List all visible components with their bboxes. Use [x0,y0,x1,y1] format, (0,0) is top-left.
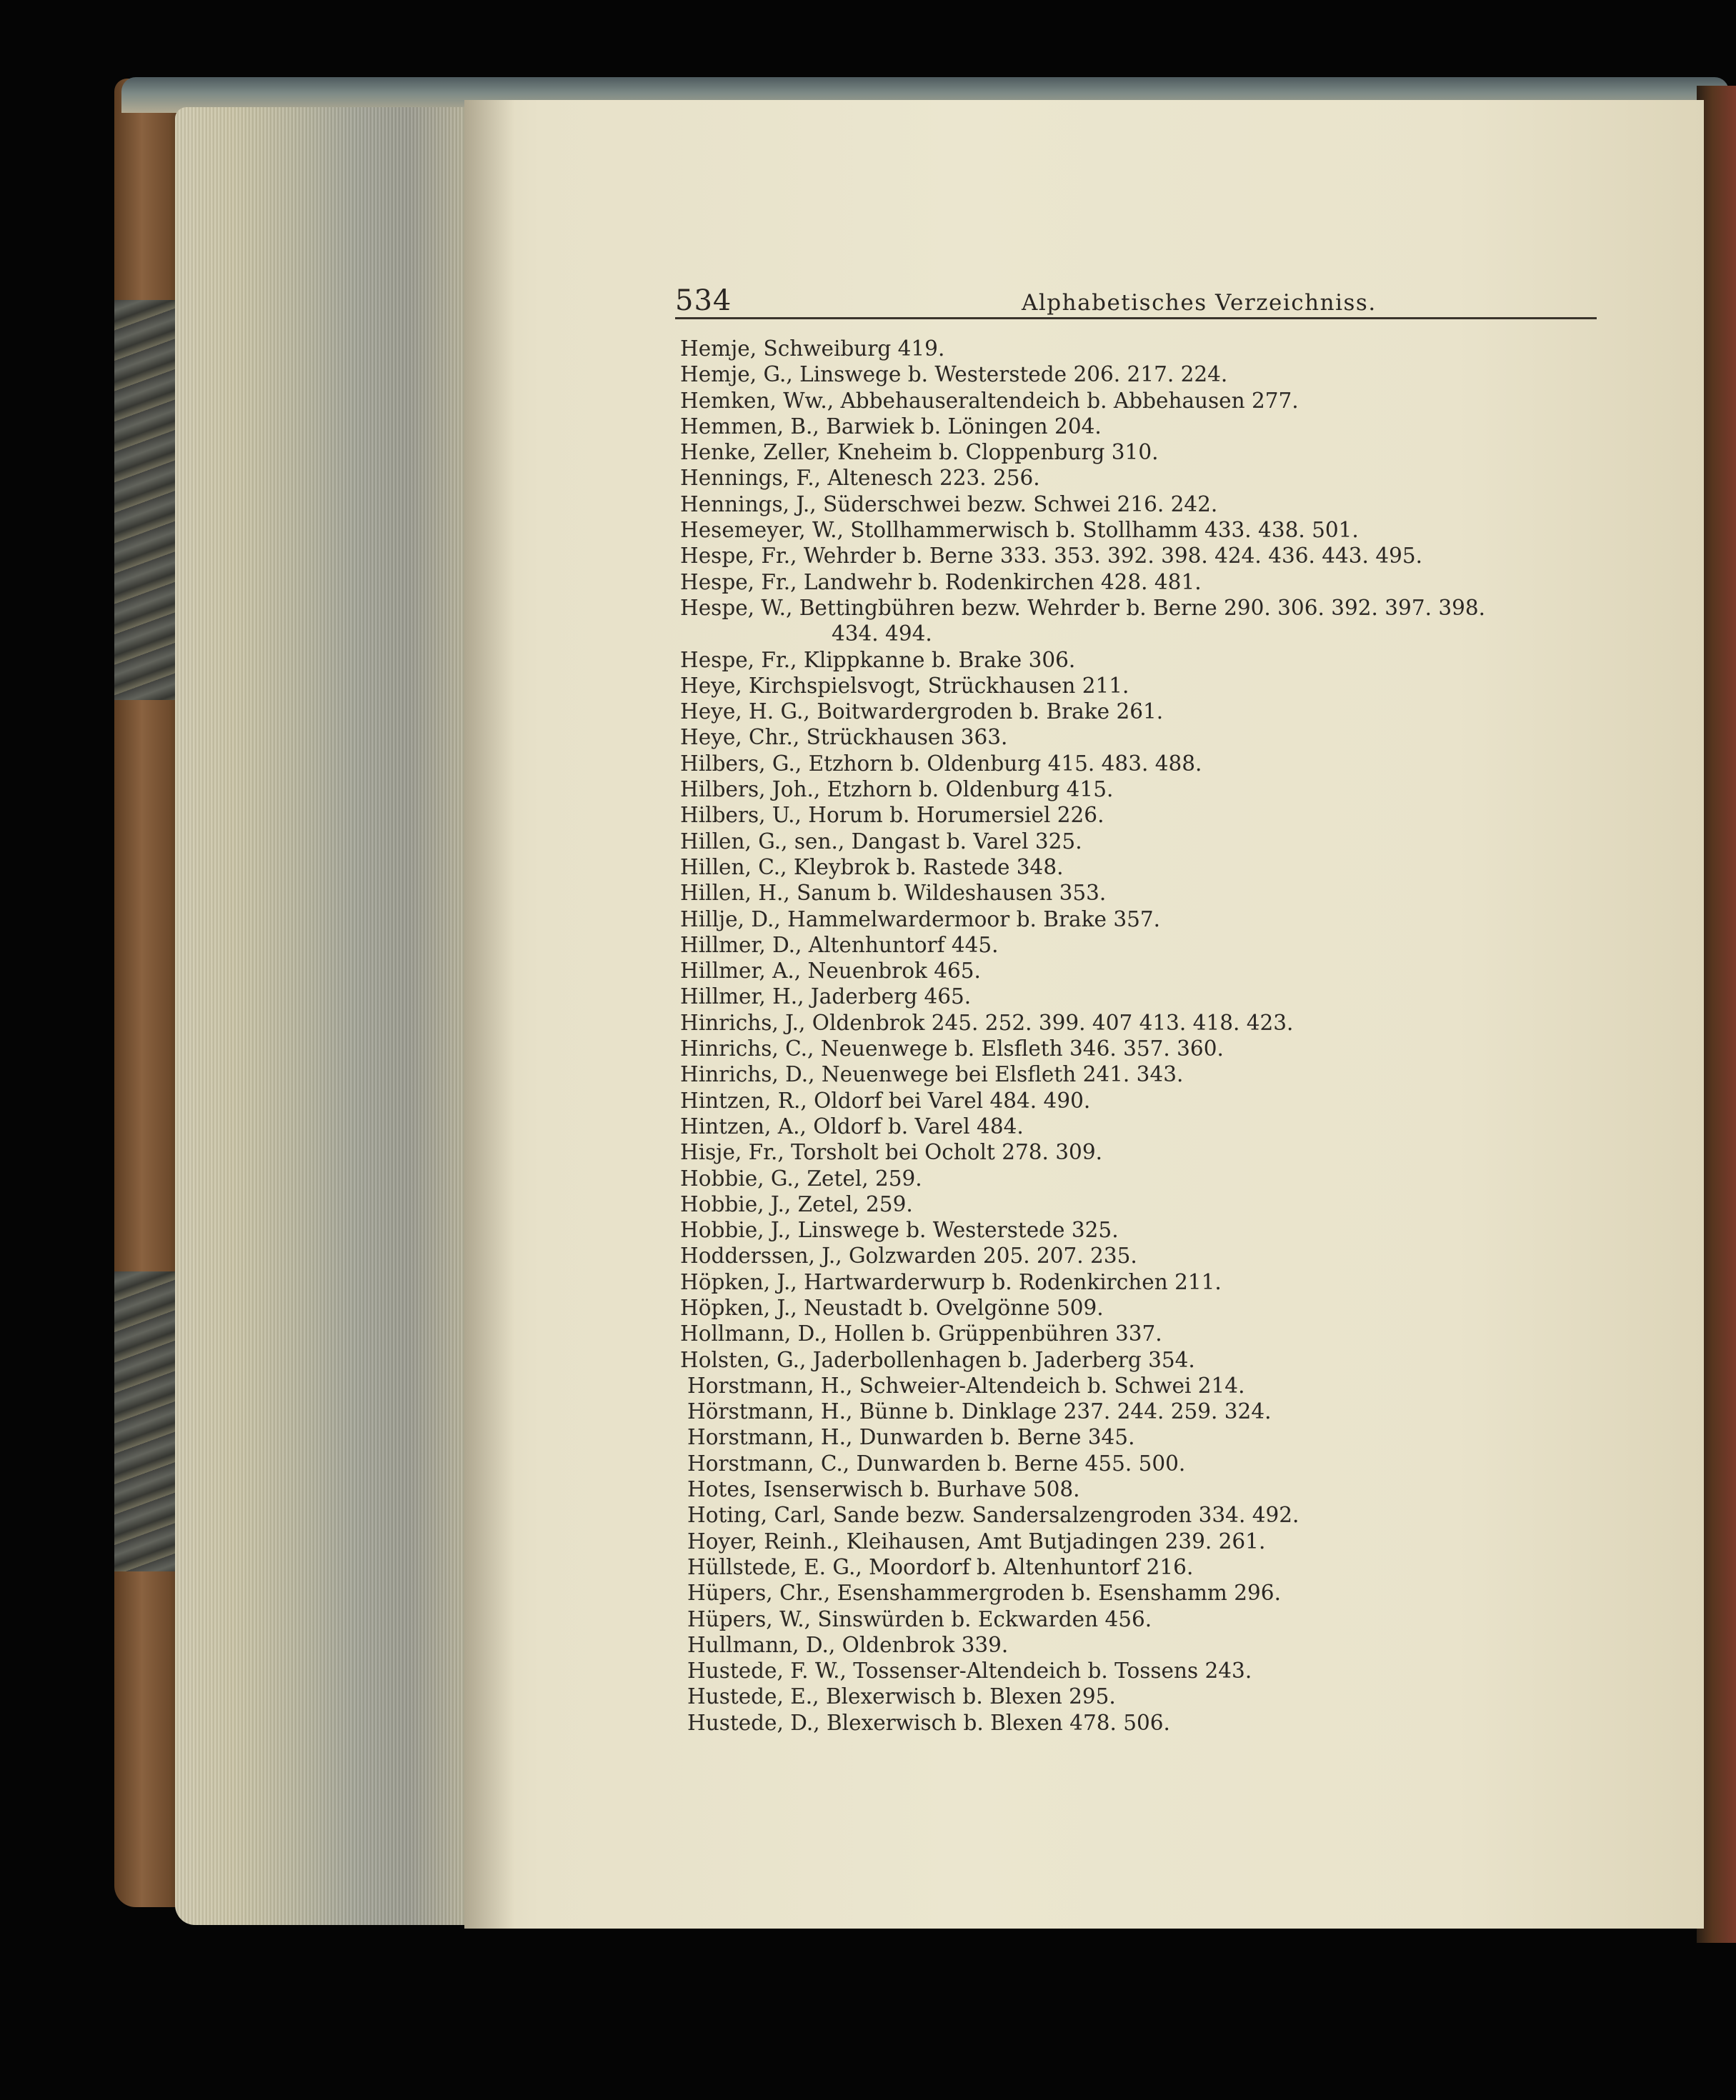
header-rule [675,317,1597,319]
index-entry: Hillmer, H., Jaderberg 465. [680,984,972,1009]
index-entry: Hoting, Carl, Sande bezw. Sandersalzengroden 334. 492. [687,1503,1299,1528]
index-entry: Hustede, E., Blexerwisch b. Blexen 295. [687,1684,1116,1709]
index-entry: Hinrichs, J., Oldenbrok 245. 252. 399. 407 413. 418. 423. [680,1010,1294,1035]
index-entry: Hintzen, A., Oldorf b. Varel 484. [680,1114,1024,1139]
index-entry: Hintzen, R., Oldorf bei Varel 484. 490. [680,1088,1091,1113]
index-entry: Hinrichs, D., Neuenwege bei Elsfleth 241. 343. [680,1062,1184,1087]
index-entry: Hemje, Schweiburg 419. [680,336,945,361]
index-entry: Hillen, G., sen., Dangast b. Varel 325. [680,829,1082,854]
index-entry: Hüllstede, E. G., Moordorf b. Altenhuntorf 216. [687,1554,1194,1579]
index-entry: Horstmann, C., Dunwarden b. Berne 455. 500. [687,1451,1186,1476]
index-entry: Henke, Zeller, Kneheim b. Cloppenburg 310. [680,440,1159,465]
index-entry: Heye, Kirchspielsvogt, Strückhausen 211. [680,673,1129,698]
index-entry: Hespe, W., Bettingbühren bezw. Wehrder b. Berne 290. 306. 392. 397. 398. [680,595,1486,620]
index-entry: Hustede, D., Blexerwisch b. Blexen 478. 506. [687,1710,1170,1735]
index-entry-list [680,336,1609,1736]
index-entry: Hüpers, Chr., Esenshammergroden b. Esenshamm 296. [687,1581,1281,1606]
index-entry: Horstmann, H., Dunwarden b. Berne 345. [687,1425,1135,1450]
index-entry: Hullmann, D., Oldenbrok 339. [687,1632,1009,1657]
page-number: 534 [675,284,732,317]
running-title: Alphabetisches Verzeichniss. [1022,290,1377,316]
index-entry: Hespe, Fr., Landwehr b. Rodenkirchen 428. 481. [680,569,1202,594]
index-entry: Hustede, F. W., Tossenser-Altendeich b. Tossens 243. [687,1659,1252,1684]
index-entry: Hotes, Isenserwisch b. Burhave 508. [687,1477,1080,1502]
index-entry: Heye, Chr., Strückhausen 363. [680,725,1008,750]
index-entry: Hisje, Fr., Torsholt bei Ocholt 278. 309. [680,1140,1102,1165]
index-entry: Hespe, Fr., Klippkanne b. Brake 306. [680,647,1076,672]
index-entry: Hobbie, J., Linswege b. Westerstede 325. [680,1218,1119,1243]
index-entry: Hillmer, A., Neuenbrok 465. [680,959,981,984]
gutter-shadow [464,100,514,1929]
index-entry: Hemken, Ww., Abbehauseraltendeich b. Abbehausen 277. [680,388,1299,413]
index-entry: Hillen, C., Kleybrok b. Rastede 348. [680,854,1064,879]
index-entry: Hespe, Fr., Wehrder b. Berne 333. 353. 392. 398. 424. 436. 443. 495. [680,544,1422,569]
page-edges-stack [175,107,475,1925]
page-header [675,284,1597,320]
index-entry: Hodderssen, J., Golzwarden 205. 207. 235. [680,1244,1137,1269]
index-entry: Höpken, J., Neustadt b. Ovelgönne 509. [680,1295,1104,1320]
index-entry: Hennings, F., Altenesch 223. 256. [680,466,1040,491]
index-entry: Hemje, G., Linswege b. Westerstede 206. 217. 224. [680,362,1228,387]
index-entry: Hillmer, D., Altenhuntorf 445. [680,932,999,957]
index-entry: Hoyer, Reinh., Kleihausen, Amt Butjadingen 239. 261. [687,1529,1266,1554]
index-entry: Hüpers, W., Sinswürden b. Eckwarden 456. [687,1606,1152,1631]
index-entry: Holsten, G., Jaderbollenhagen b. Jaderberg 354. [680,1347,1195,1372]
index-entry: Heye, H. G., Boitwardergroden b. Brake 261. [680,699,1164,724]
index-entry: Hilbers, U., Horum b. Horumersiel 226. [680,803,1104,828]
index-entry: Hillje, D., Hammelwardermoor b. Brake 357. [680,906,1161,931]
index-entry-continuation: 434. 494. [832,621,932,646]
index-entry: Hörstmann, H., Bünne b. Dinklage 237. 244. 259. 324. [687,1399,1272,1424]
index-entry: Hillen, H., Sanum b. Wildeshausen 353. [680,881,1107,906]
index-entry: Horstmann, H., Schweier-Altendeich b. Schwei 214. [687,1373,1245,1398]
index-entry: Hennings, J., Süderschwei bezw. Schwei 216. 242. [680,491,1218,516]
index-entry: Hollmann, D., Hollen b. Grüppenbühren 337. [680,1321,1162,1346]
index-entry: Höpken, J., Hartwarderwurp b. Rodenkirchen 211. [680,1269,1222,1294]
index-entry: Hobbie, J., Zetel, 259. [680,1191,913,1216]
index-entry: Hilbers, Joh., Etzhorn b. Oldenburg 415. [680,777,1114,802]
index-entry: Hesemeyer, W., Stollhammerwisch b. Stollhamm 433. 438. 501. [680,518,1359,543]
index-entry: Hemmen, B., Barwiek b. Löningen 204. [680,414,1102,439]
index-entry: Hinrichs, C., Neuenwege b. Elsfleth 346. 357. 360. [680,1036,1224,1061]
index-entry: Hobbie, G., Zetel, 259. [680,1166,922,1191]
index-entry: Hilbers, G., Etzhorn b. Oldenburg 415. 483. 488. [680,751,1202,776]
